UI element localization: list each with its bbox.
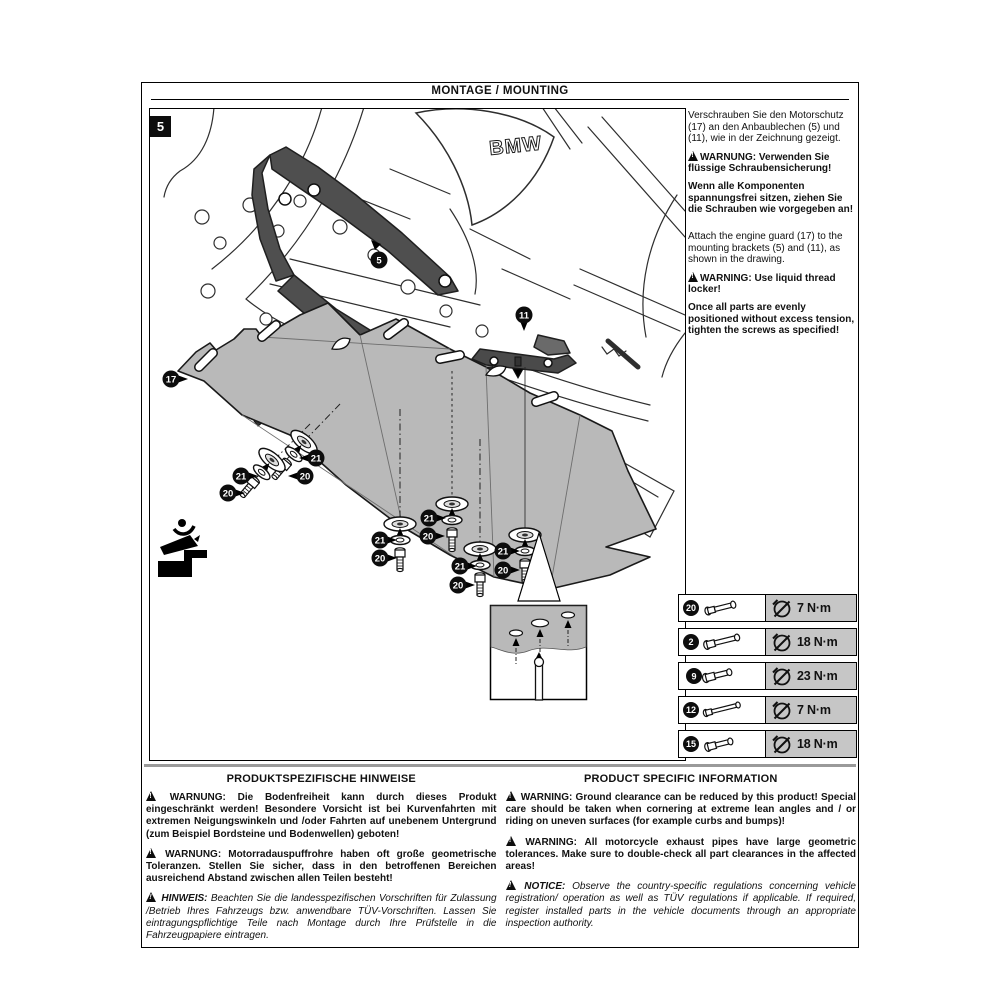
en-info-warning2: ! WARNING: All motorcycle exhaust pipes have large geometric tolerances. Make sure to double-check all part clearances in the affected areas! xyxy=(506,836,857,874)
bolt-icon xyxy=(702,700,746,720)
drawing-svg xyxy=(150,109,685,760)
svg-text:21: 21 xyxy=(454,561,466,573)
torque-row xyxy=(678,594,857,622)
part-number-badge: 15 xyxy=(683,736,699,752)
torque-value: 7 N·m xyxy=(797,601,831,615)
step-number-badge: 5 xyxy=(150,116,171,137)
torque-row xyxy=(678,730,857,758)
bolt-icon xyxy=(702,598,746,618)
de-info-warning2: ! WARNUNG: Motorradauspuffrohre haben oft große geometrische Toleranzen. Stellen Sie sicher, dass in den betroffenen Bereichen ausreichend Abstand zwischen allen Teilen besteht! xyxy=(146,848,497,886)
torque-wrench-icon xyxy=(771,666,792,687)
en-info-notice: ! NOTICE: Observe the country-specific regulations concerning vehicle registration/ operation as well as TÜV regulations if applicable. If required, register installed parts in the vehicle documents through an appropriate inspection authority. xyxy=(506,880,857,930)
en-info-warning1: ! WARNING: Ground clearance can be reduced by this product! Special care should be taken when cornering at extreme lean angles and / or riding on uneven surfaces (for example curbs and bumps)! xyxy=(506,791,857,829)
part-number-badge: 12 xyxy=(683,702,699,718)
torque-value: 18 N·m xyxy=(797,635,838,649)
de-info-title: PRODUKTSPEZIFISCHE HINWEISE xyxy=(226,773,416,785)
warning-triangle-icon xyxy=(506,791,516,801)
torque-wrench-icon xyxy=(771,632,792,653)
instructions-german xyxy=(688,110,855,222)
product-info-section xyxy=(146,773,856,949)
svg-text:5: 5 xyxy=(376,255,382,267)
torque-row xyxy=(678,628,857,656)
technical-drawing xyxy=(149,108,686,761)
notice-triangle-icon xyxy=(146,892,156,902)
svg-text:21: 21 xyxy=(310,453,322,465)
torque-row xyxy=(678,662,857,690)
bolt-icon xyxy=(702,734,746,754)
torque-wrench-icon xyxy=(771,598,792,619)
manual-page xyxy=(141,82,859,948)
torque-wrench-icon xyxy=(771,734,792,755)
de-info-notice: ! HINWEIS: Beachten Sie die landesspezifischen Vorschriften für Zulassung /Betrieb Ihres Fahrzeugs bzw. anwendbare TÜV-Vorschriften. Lassen Sie eintragungspflichtige Teile nach Montage durch Ihre Prüfstelle in die Fahrzeugpapiere eintragen. xyxy=(146,892,497,942)
engine-brand-label: BMW xyxy=(488,132,544,160)
svg-text:21: 21 xyxy=(235,471,247,483)
callout-20-a1 xyxy=(288,468,314,485)
svg-text:20: 20 xyxy=(222,488,234,500)
torque-value: 23 N·m xyxy=(797,669,838,683)
product-info-german xyxy=(146,773,497,949)
torque-value: 18 N·m xyxy=(797,737,838,751)
page-title: MONTAGE / MOUNTING xyxy=(431,85,569,97)
part-number-badge: 20 xyxy=(683,600,699,616)
en-warning: !WARNING: Use liquid thread locker! xyxy=(688,272,855,296)
torque-wrench-icon xyxy=(771,700,792,721)
callout-21-s1 xyxy=(372,532,398,549)
en-step-text: Attach the engine guard (17) to the mounting brackets (5) and (11), as shown in the drawing. xyxy=(688,231,843,266)
svg-text:20: 20 xyxy=(374,553,386,565)
callout-21-a1 xyxy=(299,450,325,467)
bolt-icon xyxy=(702,632,746,652)
product-info-english xyxy=(506,773,857,949)
ground-clearance-warning-icon xyxy=(158,519,207,577)
de-info-warning1: ! WARNUNG: Die Bodenfreiheit kann durch dieses Produkt eingeschränkt werden! Besondere Vorsicht ist bei Kurvenfahrten mit extremen Neigungswinkeln und /oder Fahrten auf unebenem Untergrund (zum Beispiel Bordsteine und Bodenwellen) geboten! xyxy=(146,791,497,841)
svg-text:11: 11 xyxy=(518,310,530,322)
torque-value: 7 N·m xyxy=(797,703,831,717)
de-step-text: Verschrauben Sie den Motorschutz (17) an den Anbaublechen (5) und (11), wie in der Zeichnung gezeigt. xyxy=(688,110,844,145)
engine-guard-plate xyxy=(178,303,656,589)
instructions-english xyxy=(688,231,855,343)
en-step-text2: Once all parts are evenly positioned without excess tension, tighten the screws as specified! xyxy=(688,301,855,337)
callout-20-s1 xyxy=(372,550,398,567)
warning-triangle-icon xyxy=(146,848,156,858)
callout-20-s3 xyxy=(450,577,476,594)
torque-table xyxy=(678,594,857,764)
svg-text:20: 20 xyxy=(452,580,464,592)
svg-text:17: 17 xyxy=(165,374,177,386)
svg-text:20: 20 xyxy=(497,565,509,577)
svg-text:21: 21 xyxy=(423,513,435,525)
svg-text:20: 20 xyxy=(299,471,311,483)
torque-row xyxy=(678,696,857,724)
de-step-text2: Wenn alle Komponenten spannungsfrei sitzen, ziehen Sie die Schrauben wie vorgegeben an! xyxy=(688,180,854,216)
section-divider xyxy=(144,764,856,767)
notice-triangle-icon xyxy=(506,880,516,890)
callout-11 xyxy=(516,307,533,332)
bolt-icon xyxy=(683,666,743,686)
svg-text:9: 9 xyxy=(691,671,697,682)
warning-triangle-icon xyxy=(688,272,698,282)
warning-triangle-icon xyxy=(688,151,698,161)
svg-text:21: 21 xyxy=(497,546,509,558)
warning-triangle-icon xyxy=(146,791,156,801)
en-info-title: PRODUCT SPECIFIC INFORMATION xyxy=(583,773,778,785)
header-rule xyxy=(151,99,849,100)
part-number-badge: 2 xyxy=(683,634,699,650)
de-warning: !WARNUNG: Verwenden Sie flüssige Schraubensicherung! xyxy=(688,151,855,175)
warning-triangle-icon xyxy=(506,836,516,846)
svg-text:20: 20 xyxy=(422,531,434,543)
callout-20-a2 xyxy=(220,485,246,502)
detail-inset-box xyxy=(491,606,587,701)
svg-text:21: 21 xyxy=(374,535,386,547)
